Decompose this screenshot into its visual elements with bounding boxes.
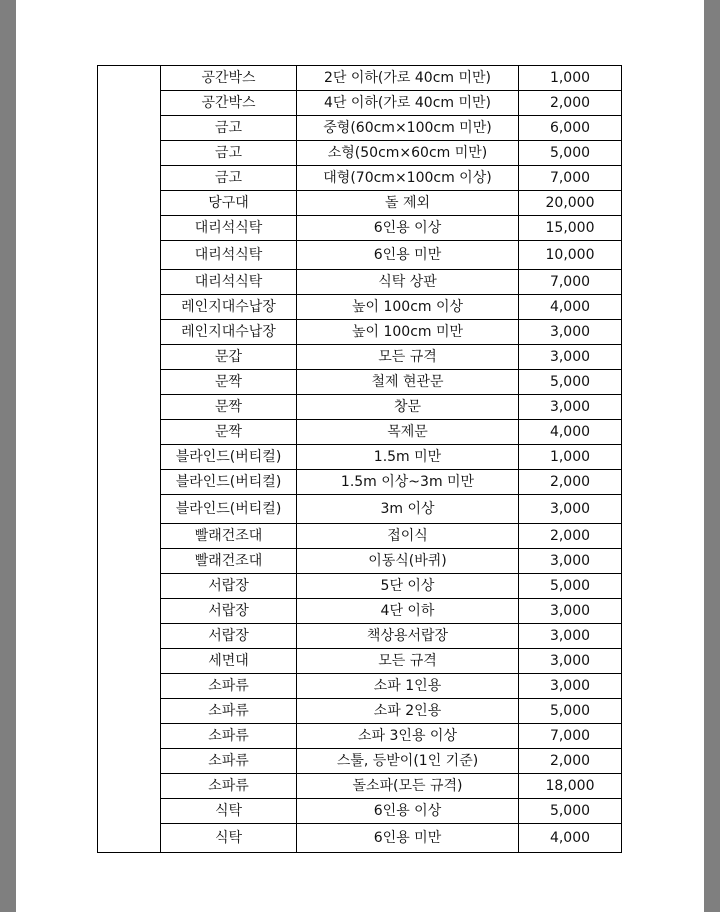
category-cell	[98, 724, 161, 749]
category-cell	[98, 91, 161, 116]
category-cell	[98, 216, 161, 241]
spec-cell: 6인용 이상	[297, 216, 519, 241]
table-row	[98, 370, 622, 395]
table-row	[98, 599, 622, 624]
spec-cell: 6인용 미만	[297, 241, 519, 270]
spec-cell: 높이 100cm 미만	[297, 320, 519, 345]
fee-cell: 5,000	[519, 574, 622, 599]
spec-cell: 모든 규격	[297, 345, 519, 370]
spec-cell: 높이 100cm 이상	[297, 295, 519, 320]
category-cell	[98, 674, 161, 699]
category-cell	[98, 166, 161, 191]
spec-cell: 목제문	[297, 420, 519, 445]
category-cell	[98, 395, 161, 420]
spec-cell: 2단 이하(가로 40cm 미만)	[297, 66, 519, 91]
fee-cell: 5,000	[519, 370, 622, 395]
fee-cell: 1,000	[519, 66, 622, 91]
item-name-cell: 문짝	[161, 370, 297, 395]
table-row	[98, 495, 622, 524]
item-name-cell: 소파류	[161, 749, 297, 774]
fee-cell: 4,000	[519, 295, 622, 320]
spec-cell: 접이식	[297, 524, 519, 549]
item-name-cell: 문갑	[161, 345, 297, 370]
spec-cell: 이동식(바퀴)	[297, 549, 519, 574]
fee-cell: 7,000	[519, 270, 622, 295]
table-row	[98, 445, 622, 470]
item-name-cell: 서랍장	[161, 624, 297, 649]
fee-cell: 4,000	[519, 824, 622, 853]
fee-cell: 5,000	[519, 141, 622, 166]
fee-cell: 5,000	[519, 699, 622, 724]
spec-cell: 철제 현관문	[297, 370, 519, 395]
spec-cell: 6인용 이상	[297, 799, 519, 824]
spec-cell: 대형(70cm×100cm 이상)	[297, 166, 519, 191]
spec-cell: 책상용서랍장	[297, 624, 519, 649]
category-cell	[98, 799, 161, 824]
category-cell	[98, 699, 161, 724]
category-cell	[98, 66, 161, 91]
fee-cell: 20,000	[519, 191, 622, 216]
item-name-cell: 식탁	[161, 799, 297, 824]
fee-cell: 2,000	[519, 749, 622, 774]
fee-cell: 2,000	[519, 91, 622, 116]
table-row	[98, 724, 622, 749]
table-row	[98, 295, 622, 320]
fee-table-body	[98, 66, 622, 853]
table-row	[98, 91, 622, 116]
table-row	[98, 649, 622, 674]
spec-cell: 돌 제외	[297, 191, 519, 216]
fee-cell: 3,000	[519, 320, 622, 345]
fee-cell: 3,000	[519, 395, 622, 420]
fee-cell: 2,000	[519, 524, 622, 549]
category-cell	[98, 241, 161, 270]
spec-cell: 3m 이상	[297, 495, 519, 524]
fee-cell: 2,000	[519, 470, 622, 495]
table-row	[98, 799, 622, 824]
category-cell	[98, 370, 161, 395]
category-cell	[98, 524, 161, 549]
item-name-cell: 서랍장	[161, 599, 297, 624]
spec-cell: 1.5m 이상~3m 미만	[297, 470, 519, 495]
item-name-cell: 금고	[161, 116, 297, 141]
table-row	[98, 624, 622, 649]
table-row	[98, 166, 622, 191]
category-cell	[98, 824, 161, 853]
fee-cell: 3,000	[519, 674, 622, 699]
item-name-cell: 소파류	[161, 699, 297, 724]
fee-cell: 1,000	[519, 445, 622, 470]
table-row	[98, 320, 622, 345]
table-row	[98, 749, 622, 774]
item-name-cell: 레인지대수납장	[161, 320, 297, 345]
fee-cell: 3,000	[519, 649, 622, 674]
item-name-cell: 문짝	[161, 420, 297, 445]
fee-cell: 3,000	[519, 549, 622, 574]
category-cell	[98, 649, 161, 674]
item-name-cell: 공간박스	[161, 66, 297, 91]
category-cell	[98, 420, 161, 445]
category-cell	[98, 599, 161, 624]
category-cell	[98, 749, 161, 774]
table-row	[98, 216, 622, 241]
fee-cell: 6,000	[519, 116, 622, 141]
table-row	[98, 824, 622, 853]
fee-cell: 18,000	[519, 774, 622, 799]
category-cell	[98, 270, 161, 295]
item-name-cell: 블라인드(버티컬)	[161, 470, 297, 495]
item-name-cell: 블라인드(버티컬)	[161, 495, 297, 524]
spec-cell: 돌소파(모든 규격)	[297, 774, 519, 799]
table-row	[98, 699, 622, 724]
table-row	[98, 116, 622, 141]
table-row	[98, 66, 622, 91]
category-cell	[98, 574, 161, 599]
spec-cell: 4단 이하(가로 40cm 미만)	[297, 91, 519, 116]
fee-cell: 4,000	[519, 420, 622, 445]
table-row	[98, 395, 622, 420]
item-name-cell: 소파류	[161, 674, 297, 699]
category-cell	[98, 295, 161, 320]
table-row	[98, 549, 622, 574]
category-cell	[98, 141, 161, 166]
category-cell	[98, 495, 161, 524]
table-row	[98, 470, 622, 495]
item-name-cell: 블라인드(버티컬)	[161, 445, 297, 470]
spec-cell: 4단 이하	[297, 599, 519, 624]
spec-cell: 소파 3인용 이상	[297, 724, 519, 749]
spec-cell: 5단 이상	[297, 574, 519, 599]
spec-cell: 1.5m 미만	[297, 445, 519, 470]
item-name-cell: 대리석식탁	[161, 241, 297, 270]
category-cell	[98, 191, 161, 216]
spec-cell: 식탁 상판	[297, 270, 519, 295]
category-cell	[98, 470, 161, 495]
fee-cell: 3,000	[519, 345, 622, 370]
spec-cell: 중형(60cm×100cm 미만)	[297, 116, 519, 141]
table-row	[98, 191, 622, 216]
item-name-cell: 식탁	[161, 824, 297, 853]
table-row	[98, 241, 622, 270]
fee-cell: 7,000	[519, 724, 622, 749]
item-name-cell: 서랍장	[161, 574, 297, 599]
spec-cell: 6인용 미만	[297, 824, 519, 853]
disposal-fee-table	[97, 65, 622, 853]
category-cell	[98, 445, 161, 470]
category-cell	[98, 345, 161, 370]
fee-cell: 10,000	[519, 241, 622, 270]
fee-cell: 5,000	[519, 799, 622, 824]
table-row	[98, 674, 622, 699]
spec-cell: 창문	[297, 395, 519, 420]
item-name-cell: 대리석식탁	[161, 270, 297, 295]
category-cell	[98, 774, 161, 799]
category-cell	[98, 624, 161, 649]
category-cell	[98, 549, 161, 574]
spec-cell: 소파 1인용	[297, 674, 519, 699]
item-name-cell: 빨래건조대	[161, 549, 297, 574]
category-cell	[98, 320, 161, 345]
item-name-cell: 공간박스	[161, 91, 297, 116]
fee-cell: 3,000	[519, 495, 622, 524]
spec-cell: 스툴, 등받이(1인 기준)	[297, 749, 519, 774]
item-name-cell: 당구대	[161, 191, 297, 216]
table-row	[98, 270, 622, 295]
item-name-cell: 소파류	[161, 774, 297, 799]
table-row	[98, 420, 622, 445]
fee-cell: 7,000	[519, 166, 622, 191]
fee-cell: 3,000	[519, 624, 622, 649]
spec-cell: 소파 2인용	[297, 699, 519, 724]
table-row	[98, 345, 622, 370]
item-name-cell: 세면대	[161, 649, 297, 674]
category-cell	[98, 116, 161, 141]
spec-cell: 소형(50cm×60cm 미만)	[297, 141, 519, 166]
item-name-cell: 금고	[161, 166, 297, 191]
table-row	[98, 774, 622, 799]
item-name-cell: 금고	[161, 141, 297, 166]
table-row	[98, 524, 622, 549]
document-page	[16, 0, 704, 912]
fee-cell: 15,000	[519, 216, 622, 241]
fee-cell: 3,000	[519, 599, 622, 624]
item-name-cell: 소파류	[161, 724, 297, 749]
table-row	[98, 574, 622, 599]
table-row	[98, 141, 622, 166]
item-name-cell: 대리석식탁	[161, 216, 297, 241]
item-name-cell: 레인지대수납장	[161, 295, 297, 320]
item-name-cell: 빨래건조대	[161, 524, 297, 549]
spec-cell: 모든 규격	[297, 649, 519, 674]
item-name-cell: 문짝	[161, 395, 297, 420]
